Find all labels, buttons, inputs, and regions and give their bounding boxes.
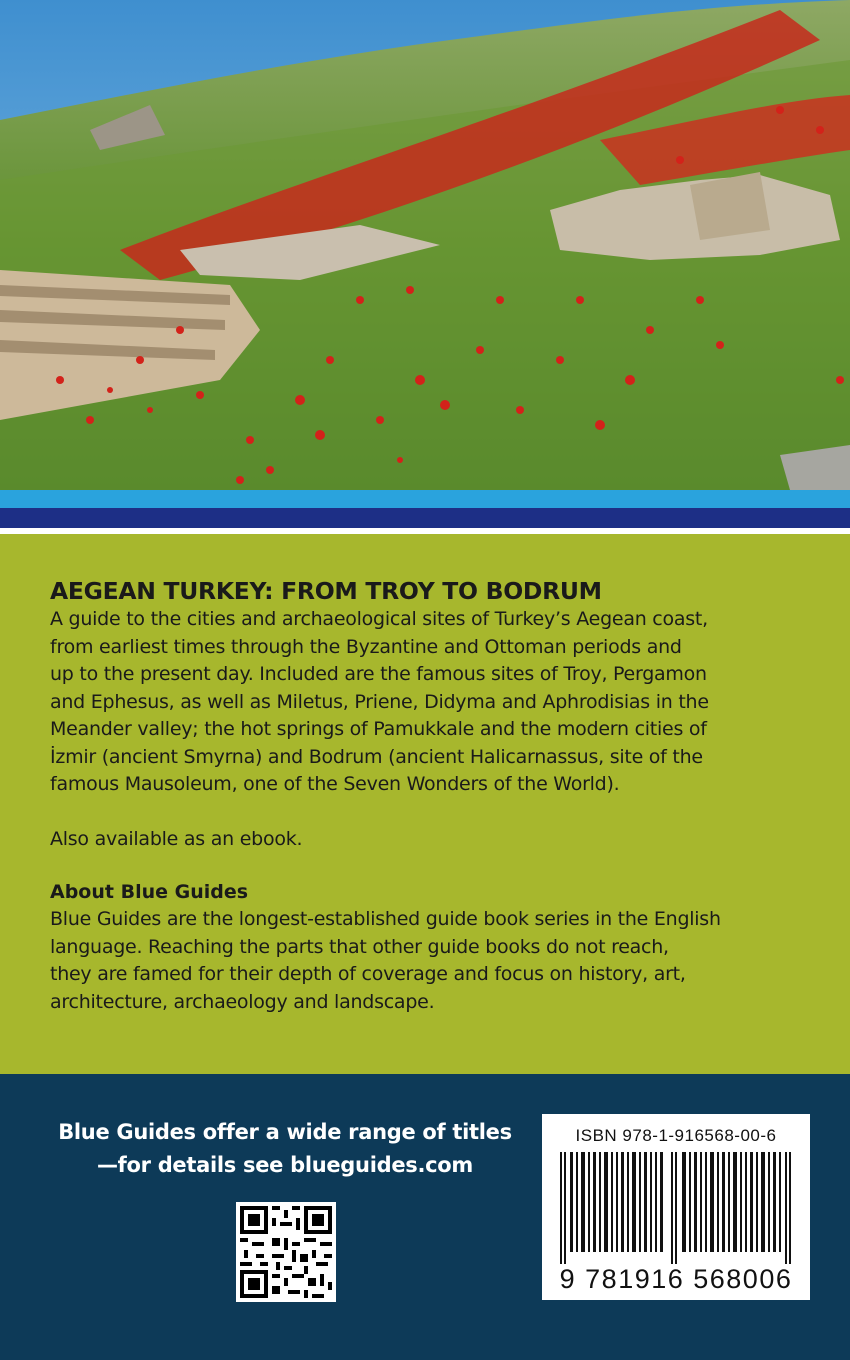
description-panel — [0, 534, 850, 1074]
footer-panel — [0, 1074, 850, 1360]
about-text: Blue Guides are the longest-established guide book series in the English language. Reaching the parts that other guide books do not reach, they are famed for their depth of coverage and focus on history, art, architecture, archaeology and landscape. — [50, 908, 721, 1013]
stripe-light-blue — [0, 490, 850, 508]
footer-line-2: —for details see blueguides.com — [96, 1153, 474, 1177]
book-title: AEGEAN TURKEY: FROM TROY TO BODRUM — [50, 577, 602, 605]
footer-line-1: Blue Guides offer a wide range of titles — [58, 1120, 512, 1144]
stripe-dark-blue — [0, 508, 850, 528]
ebook-note: Also available as an ebook. — [50, 827, 303, 850]
barcode-panel — [542, 1114, 810, 1300]
about-heading: About Blue Guides — [50, 881, 249, 903]
barcode-icon — [554, 1152, 798, 1264]
book-description: A guide to the cities and archaeological sites of Turkey’s Aegean coast, from earliest times through the Byzantine and Ottoman periods and up to the present day. Included are the famous sites of Troy, Pergamon and Ephesus, as well as Miletus, Priene, Didyma and Aphrodisias in the Meander valley; the hot springs of Pamukkale and the modern cities of İzmir (ancient Smyrna) and Bodrum (ancient Halicarnassus, site of the famous Mausoleum, one of the Seven Wonders of the World). — [50, 608, 709, 795]
description-text-block — [50, 576, 810, 1016]
barcode-number: 9 781916 568006 — [559, 1264, 793, 1294]
footer-promo — [40, 1116, 530, 1182]
isbn-label: ISBN 978-1-916568-00-6 — [575, 1126, 777, 1145]
cover-photo — [0, 0, 850, 490]
qr-code-icon[interactable] — [236, 1202, 336, 1302]
